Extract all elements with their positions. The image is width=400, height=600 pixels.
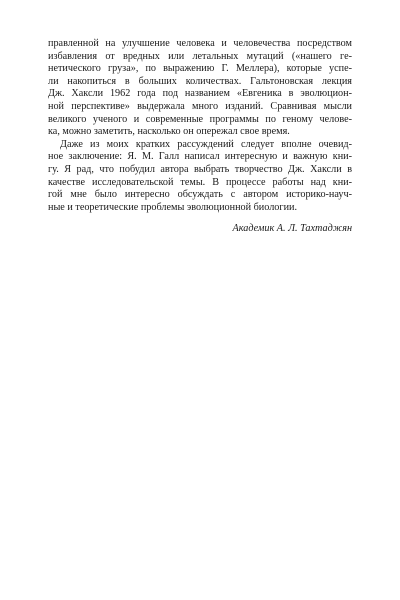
text-line: ной перспективе» выдержала много изданий. Сравнивая мысли [48, 100, 352, 112]
text-line: нетического груза», по выражению Г. Меллера), которые успе- [48, 63, 352, 75]
text-line: Дж. Хаксли 1962 года под названием «Евгеника в эволюцион- [48, 88, 352, 100]
text-line: ные и теоретические проблемы эволюционной биологии. [48, 201, 298, 213]
document-page [48, 38, 352, 236]
text-line: Даже из моих кратких рассуждений следует вполне очевид- [60, 138, 352, 150]
text-line: ли накопиться в больших количествах. Гальтоновская лекция [48, 75, 352, 87]
author-signature: Академик А. Л. Тахтаджян [232, 223, 352, 235]
text-line: правленной на улучшение человека и человечества посредством [48, 38, 352, 49]
text-line: гу. Я рад, что побудил автора выбрать творчество Дж. Хаксли в [48, 163, 352, 175]
text-line: качестве исследовательской темы. В процессе работы над кни- [48, 176, 352, 188]
text-line: гой мне было интересно обсуждать с автором историко-науч- [48, 189, 352, 201]
paragraph-2 [48, 139, 352, 215]
text-line: избавления от вредных или летальных мутаций («нашего ге- [48, 50, 352, 62]
text-line: великого ученого и современные программы по геному челове- [48, 113, 352, 125]
paragraph-1 [48, 38, 352, 139]
text-line: ка, можно заметить, насколько он опережал свое время. [48, 126, 290, 138]
text-line: ное заключение: Я. М. Галл написал интересную и важную кни- [48, 151, 352, 163]
